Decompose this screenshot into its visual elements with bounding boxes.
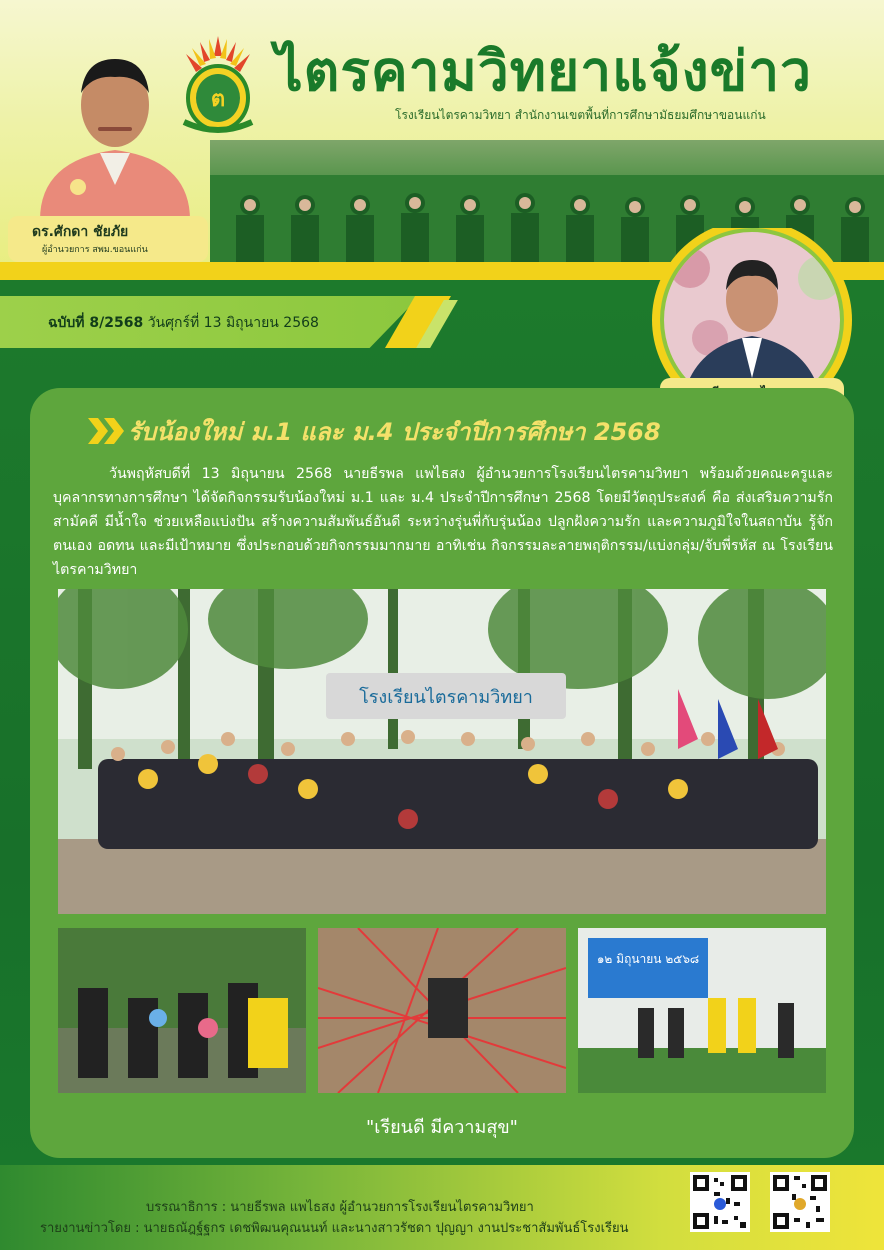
school-motto: "เรียนดี มีความสุข" <box>366 1117 518 1138</box>
activity-photo-1 <box>58 928 306 1093</box>
newsletter-subtitle: โรงเรียนไตรคามวิทยา สำนักงานเขตพื้นที่การศึกษามัธยมศึกษาขอนแก่น <box>395 108 766 122</box>
svg-text:ต: ต <box>210 87 226 112</box>
article-body: วันพฤหัสบดีที่ 13 มิถุนายน 2568 นายธีรพล แพไธสง ผู้อำนวยการโรงเรียนไตรคามวิทยา พร้อมด้วยคณะครูและบุคลากรทางการศึกษา ได้จัดกิจกรรมรับน้องใหม่ ม.1 และ ม.4 ประจำปีการศึกษา 2568 โดยมีวัตถุประสงค์ คือ ส่งเสริมความรักสามัคคี มีน้ำใจ ช่วยเหลือแบ่งปัน สร้างความสัมพันธ์อันดี ระหว่างรุ่นพี่กับรุ่นน้อง ปลูกฝังความรัก และความภูมิใจในสถาบัน รู้จักตนเอง อดทน และมีเป้าหมาย ซึ่งประกอบด้วยกิจกรรมมากมาย อาทิเช่น กิจกรรมละลายพฤติกรรม/แบ่งกลุ่ม/จับพี่รหัส ณ โรงเรียนไตรคามวิทยา <box>53 466 833 578</box>
issue-date: วันศุกร์ที่ 13 มิถุนายน 2568 <box>147 315 319 331</box>
facebook-qr-code-icon[interactable] <box>690 1172 750 1232</box>
article-headline: รับน้องใหม่ ม.1 และ ม.4 ประจำปีการศึกษา 2568 <box>128 418 661 446</box>
chevron-right-icon <box>88 418 130 444</box>
activity-photo-3 <box>578 928 826 1093</box>
footer-reporter: รายงานข่าวโดย : นายธณัฎฐ์ฐกร เดชพิฒนคุณนนท์ และนางสาวรัชดา ปุญญา งานประชาสัมพันธ์โรงเรียน <box>40 1221 629 1236</box>
director-name: ดร.ศักดา ชัยภัย <box>32 224 129 240</box>
principal-portrait <box>650 228 854 378</box>
footer-editor: บรรณาธิการ : นายธีรพล แพไธสง ผู้อำนวยการโรงเรียนไตรคามวิทยา <box>146 1200 534 1215</box>
director-name-tag <box>8 216 208 262</box>
sign-text: โรงเรียนไตรคามวิทยา <box>359 687 533 708</box>
banner-text: ๑๒ มิถุนายน ๒๕๖๘ <box>596 952 700 966</box>
issue-info <box>48 312 319 334</box>
website-qr-code-icon[interactable] <box>770 1172 830 1232</box>
issue-number: ฉบับที่ 8/2568 <box>48 315 144 331</box>
newsletter-title: ไตรคามวิทยาแจ้งข่าว <box>275 39 812 103</box>
group-photo-main <box>58 589 826 914</box>
activity-photo-2 <box>318 928 566 1093</box>
director-position: ผู้อำนวยการ สพม.ขอนแก่น <box>42 245 148 255</box>
director-portrait <box>30 45 200 220</box>
